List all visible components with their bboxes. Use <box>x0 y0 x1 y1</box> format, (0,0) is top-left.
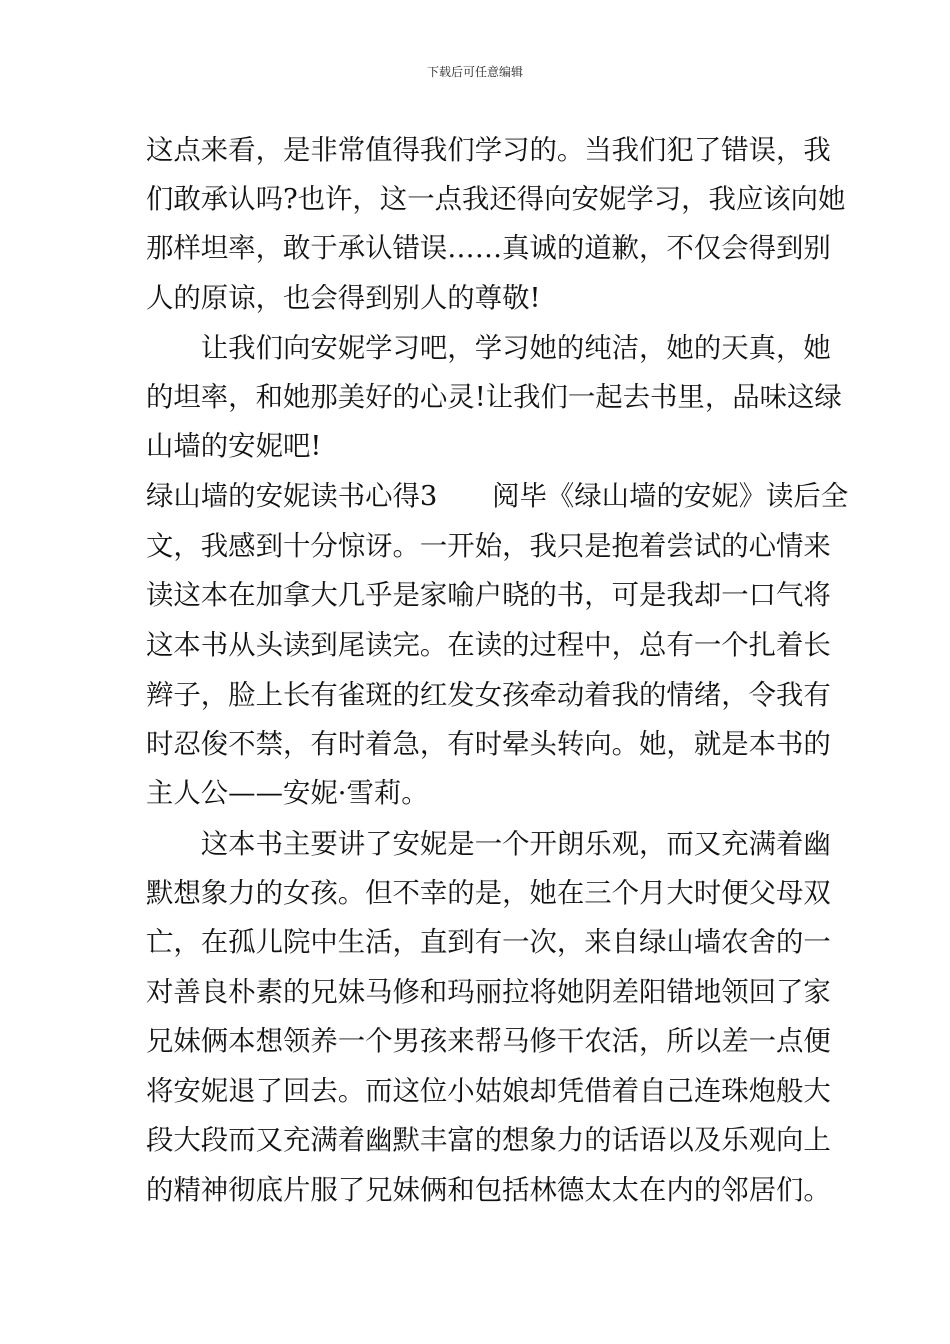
page-header: 下载后可任意编辑 <box>426 65 523 79</box>
text-line: 人的原谅，也会得到别人的尊敬! <box>146 283 541 314</box>
text-line: 让我们向安妮学习吧，学习她的纯洁，她的天真，她 <box>146 333 831 364</box>
text-line: 时忍俊不禁，有时着急，有时晕头转向。她，就是本书的 <box>146 729 831 760</box>
text-line: 那样坦率，敢于承认错误……真诚的道歉，不仅会得到别 <box>146 233 831 264</box>
text-line: 这本书从头读到尾读完。在读的过程中，总有一个扎着长 <box>146 630 831 661</box>
text-line: 对善良朴素的兄妹马修和玛丽拉将她阴差阳错地领回了家 <box>146 977 831 1008</box>
text-line: 的精神彻底片服了兄妹俩和包括林德太太在内的邻居们。 <box>146 1175 831 1206</box>
text-line: 山墙的安妮吧! <box>146 431 322 462</box>
text-line: 文，我感到十分惊讶。一开始，我只是抱着尝试的心情来 <box>146 531 831 562</box>
text-line: 们敢承认吗?也许，这一点我还得向安妮学习，我应该向她 <box>146 184 846 215</box>
text-line: 的坦率，和她那美好的心灵!让我们一起去书里，品味这绿 <box>146 382 842 413</box>
text-line: 辫子，脸上长有雀斑的红发女孩牵动着我的情绪，令我有 <box>146 680 831 711</box>
section-heading-line: 绿山墙的安妮读书心得3 阅毕《绿山墙的安妮》读后全 <box>146 481 849 512</box>
text-line: 将安妮退了回去。而这位小姑娘却凭借着自己连珠炮般大 <box>146 1076 831 1107</box>
text-line: 默想象力的女孩。但不幸的是，她在三个月大时便父母双 <box>146 878 831 909</box>
text-line: 段大段而又充满着幽默丰富的想象力的话语以及乐观向上 <box>146 1125 831 1156</box>
text-line: 读这本在加拿大几乎是家喻户晓的书，可是我却一口气将 <box>146 580 831 611</box>
text-line: 这点来看，是非常值得我们学习的。当我们犯了错误，我 <box>146 135 831 166</box>
text-line: 兄妹俩本想领养一个男孩来帮马修干农活，所以差一点便 <box>146 1026 831 1057</box>
text-line: 主人公——安妮·雪莉。 <box>146 778 429 809</box>
text-line: 亡，在孤儿院中生活，直到有一次，来自绿山墙农舍的一 <box>146 927 831 958</box>
text-line: 这本书主要讲了安妮是一个开朗乐观，而又充满着幽 <box>146 829 831 860</box>
